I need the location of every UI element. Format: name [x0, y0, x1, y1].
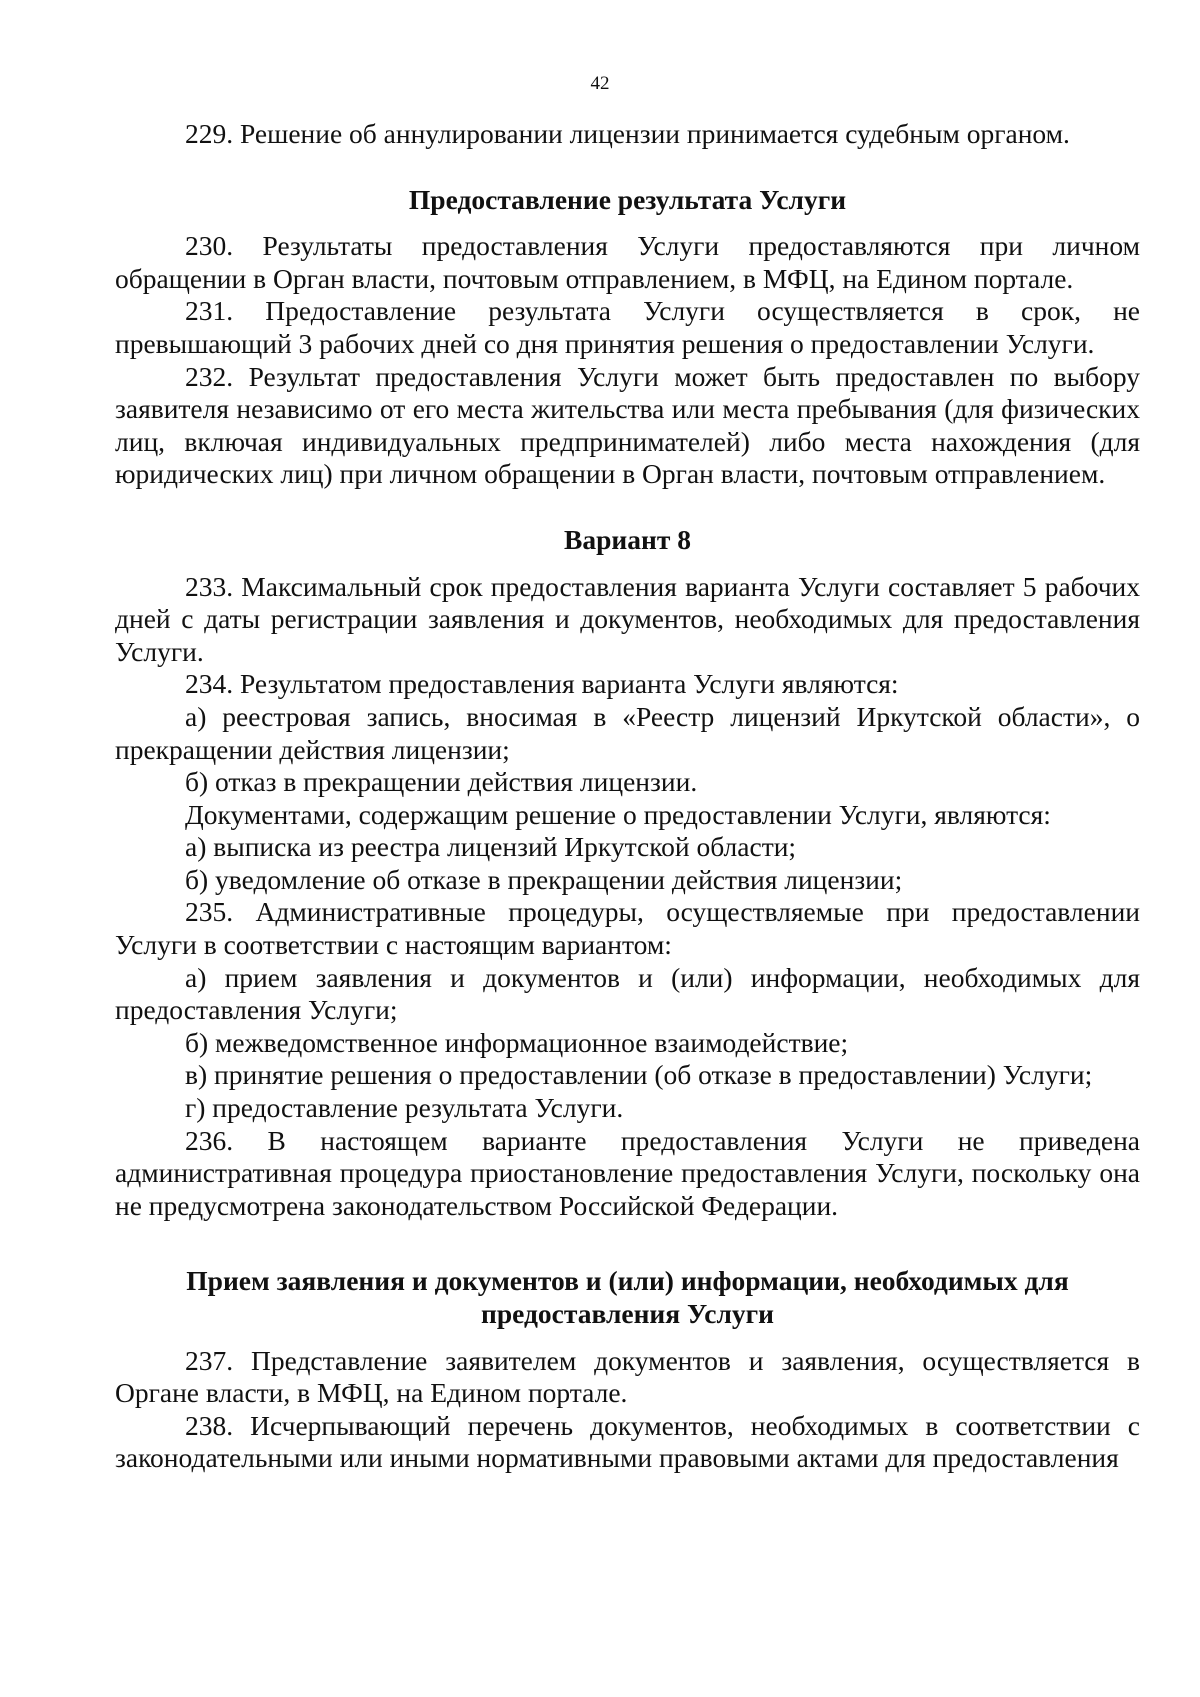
page-number: 42: [590, 73, 610, 94]
clause-235-item-d: г) предоставление результата Услуги.: [185, 1092, 624, 1124]
clause-234-documents-item-a: а) выписка из реестра лицензий Иркутской области;: [185, 831, 797, 863]
section-heading-intake-line-1: Прием заявления и документов и (или) информации, необходимых для: [186, 1265, 1069, 1297]
spacer: [115, 216, 1140, 230]
spacer: [115, 1222, 1140, 1265]
clause-235-item-a: а) прием заявления и документов и (или) информации, необходимых для предоставления Услуги;: [115, 961, 1140, 1026]
section-heading-result: Предоставление результата Услуги: [408, 183, 847, 215]
spacer: [115, 491, 1140, 524]
clause-234: 234. Результатом предоставления варианта Услуги являются:: [185, 668, 899, 700]
clause-237: 237. Представление заявителем документов и заявления, осуществляется в Органе власти, в МФЦ, на Едином портале.: [115, 1344, 1140, 1409]
clause-229: 229. Решение об аннулировании лицензии принимается судебным органом.: [185, 118, 1070, 149]
clause-235-item-b: б) межведомственное информационное взаимодействие;: [185, 1026, 849, 1058]
clause-235: 235. Административные процедуры, осуществляемые при предоставлении Услуги в соответствии с настоящим вариантом:: [115, 896, 1140, 961]
section-heading-intake-line-2: предоставления Услуги: [481, 1298, 774, 1329]
spacer: [115, 151, 1140, 184]
clause-230: 230. Результаты предоставления Услуги предоставляются при личном обращении в Орган власти, почтовым отправлением, в МФЦ, на Едином портале.: [115, 230, 1140, 294]
spacer: [115, 1331, 1140, 1345]
clause-232: 232. Результат предоставления Услуги может быть предоставлен по выбору заявителя независимо от его места жительства или места пребывания (для физических лиц, включая индивидуальных предпринимателей) либо места нахождения (для юридических лиц) при личном обращении в Орган власти, почтовым отправлением.: [115, 360, 1140, 490]
clause-236: 236. В настоящем варианте предоставления Услуги не приведена административная процедура приостановление предоставления Услуги, поскольку она не предусмотрена законодательством Российской Федерации.: [115, 1124, 1140, 1221]
section-heading-variant: Вариант 8: [564, 523, 691, 555]
clause-231: 231. Предоставление результата Услуги осуществляется в срок, не превышающий 3 рабочих дней со дня принятия решения о предоставлении Услуги.: [115, 295, 1140, 359]
clause-234-documents: Документами, содержащим решение о предоставлении Услуги, являются:: [185, 798, 1051, 830]
spacer: [115, 557, 1140, 571]
clause-234-item-a: а) реестровая запись, вносимая в «Реестр лицензий Иркутской области», о прекращении действия лицензии;: [115, 700, 1140, 765]
clause-235-item-c: в) принятие решения о предоставлении (об отказе в предоставлении) Услуги;: [185, 1059, 1093, 1091]
clause-234-item-b: б) отказ в прекращении действия лицензии.: [185, 766, 698, 798]
document-body: [115, 118, 1140, 1475]
clause-234-documents-item-b: б) уведомление об отказе в прекращении действия лицензии;: [185, 863, 903, 895]
clause-233: 233. Максимальный срок предоставления варианта Услуги составляет 5 рабочих дней с даты регистрации заявления и документов, необходимых для предоставления Услуги.: [115, 570, 1140, 667]
clause-238: 238. Исчерпывающий перечень документов, необходимых в соответствии с законодательными или иными нормативными правовыми актами для предоставления: [115, 1409, 1140, 1474]
